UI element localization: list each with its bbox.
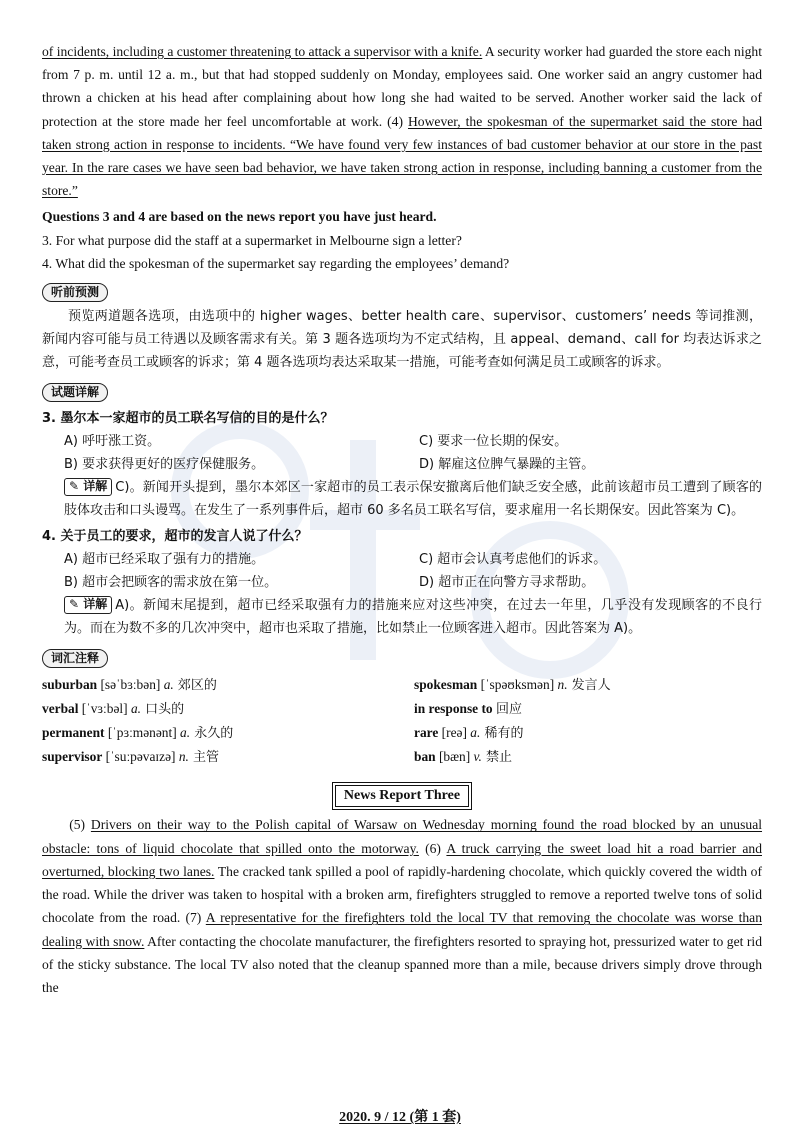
section-tag-vocab: 词汇注释 [42, 649, 108, 668]
item-question-4: 4. 关于员工的要求，超市的发言人说了什么？ [42, 528, 308, 544]
underlined-sentence: Drivers on their way to the Polish capital of Warsaw on Wednesday morning found the road blocked by an unusual obstacle: tons of liquid chocolate that spilled onto the motorway. [42, 817, 763, 856]
vocab-item: rare [reə] a. 稀有的 [414, 725, 524, 742]
item-question-3: 3. 墨尔本一家超市的员工联名写信的目的是什么？ [42, 410, 334, 426]
option-c: C) 要求一位长期的保安。 [419, 433, 568, 449]
pencil-icon-label: ✎ 详解 [64, 478, 112, 496]
options-q3 [42, 430, 762, 476]
predict-paragraph: 预览两道题各选项，由选项中的 higher wages、better health care、supervisor、customers’ needs 等词推测，新闻内容可能与员工待遇以及顾客需求有关。第 3 题各选项均为不定式结构，且 appeal、demand、call for 均表达诉求之意，可能考查员工或顾客的诉求；第 4 题各选项均表达采取某一措施，可能考查如何满足员工或顾客的诉求。 [42, 309, 762, 371]
underlined-sentence: However, the spokesman of the supermarket said the store had taken strong action in response to incidents. “We have found very few instances of bad customer behavior at our store in the past year. In the rare cases we have seen bad behavior, we have taken strong action in response, including banning a customer from the store.” [42, 113, 763, 199]
pencil-icon-label: ✎ 详解 [64, 596, 112, 614]
option-b: B) 超市会把顾客的需求放在第一位。 [64, 575, 278, 591]
options-q4 [42, 548, 762, 594]
report-title: News Report Three [42, 783, 762, 807]
underlined-sentence: of incidents, including a customer threatening to attack a supervisor with a knife. [42, 44, 483, 59]
explanation-q4: ✎ 详解 A)。新闻末尾提到，超市已经采取强有力的措施来应对这些冲突，在过去一年里，几乎没有发现顾客的不良行为。而在为数不多的几次冲突中，超市也采取了措施，比如禁止一位顾客进入超市。因此答案为 A)。 [64, 597, 762, 637]
report-three-paragraph: (5) Drivers on their way to the Polish capital of Warsaw on Wednesday morning found the road blocked by an unusual obstacle: tons of liquid chocolate that spilled onto the motorway. (6) A truck carrying the sweet load hit a road barrier and overturned, blocking two lanes. The cracked tank spilled a pool of rapidly-hardening chocolate, which quickly covered the width of the road. While the driver was taken to hospital with a broken arm, firefighters struggled to remove a reported twelve tons of solid chocolate from the road. (7) A representative for the firefighters told the local TV that removing the chocolate was worse than dealing with snow. After contacting the chocolate manufacturer, the firefighters resorted to spraying hot, pressurized water to get rid of the sticky substance. The local TV also noted that the cleanup spanned more than a mile, because drivers simply drove through the [42, 817, 763, 995]
option-d: D) 超市正在向警方寻求帮助。 [419, 575, 595, 591]
option-a: A) 呼吁涨工资。 [64, 433, 161, 449]
questions-heading: Questions 3 and 4 are based on the news report you have just heard. [42, 209, 437, 225]
vocab-item: verbal [ˈvɜːbəl] a. 口头的 [42, 700, 185, 717]
option-c: C) 超市会认真考虑他们的诉求。 [419, 551, 607, 567]
passage-paragraph-top [42, 40, 762, 202]
question-3: 3. For what purpose did the staff at a supermarket in Melbourne sign a letter? [42, 232, 462, 248]
section-tag-explain: 试题详解 [42, 383, 108, 402]
vocab-item: supervisor [ˈsuːpəvaɪzə] n. 主管 [42, 749, 220, 766]
vocab-list [42, 673, 762, 770]
vocab-item: spokesman [ˈspəʊksmən] n. 发言人 [414, 676, 611, 693]
question-4: 4. What did the spokesman of the supermarket say regarding the employees’ demand? [42, 255, 510, 271]
vocab-item: in response to 回应 [414, 700, 522, 717]
vocab-item: ban [bæn] v. 禁止 [414, 749, 512, 766]
underlined-sentence: A representative for the firefighters told the local TV that removing the chocolate was worse than dealing with snow. [42, 910, 762, 949]
page-footer: 2020. 9 / 12 (第 1 套) [339, 1110, 461, 1125]
explanation-q3: ✎ 详解 C)。新闻开头提到，墨尔本郊区一家超市的员工表示保安撤离后他们缺乏安全感，此前该超市员工遭到了顾客的肢体攻击和口头谩骂。在发生了一系列事件后，超市 60 多名员工联名写信，要求雇用一名长期保安。因此答案为 C)。 [64, 479, 762, 519]
option-a: A) 超市已经采取了强有力的措施。 [64, 551, 265, 567]
underlined-sentence: A truck carrying the sweet load hit a road barrier and overturned, blocking two lanes. [42, 840, 762, 879]
option-b: B) 要求获得更好的医疗保健服务。 [64, 457, 265, 473]
section-tag-predict: 听前预测 [42, 283, 108, 302]
vocab-item: suburban [səˈbɜːbən] a. 郊区的 [42, 676, 217, 693]
option-d: D) 解雇这位脾气暴躁的主管。 [419, 457, 595, 473]
vocab-item: permanent [ˈpɜːmənənt] a. 永久的 [42, 725, 234, 742]
document-page [42, 40, 762, 999]
passage-text: A security worker had guarded the store each night from 7 p. m. until 12 a. m., but that had stopped suddenly on Monday, employees said. One worker said an angry customer had thrown a chicken at his head after complaining about how long she had waited to be served. Another worker said the lack of protection at the store made her feel uncomfortable at work. (4) [42, 44, 762, 129]
